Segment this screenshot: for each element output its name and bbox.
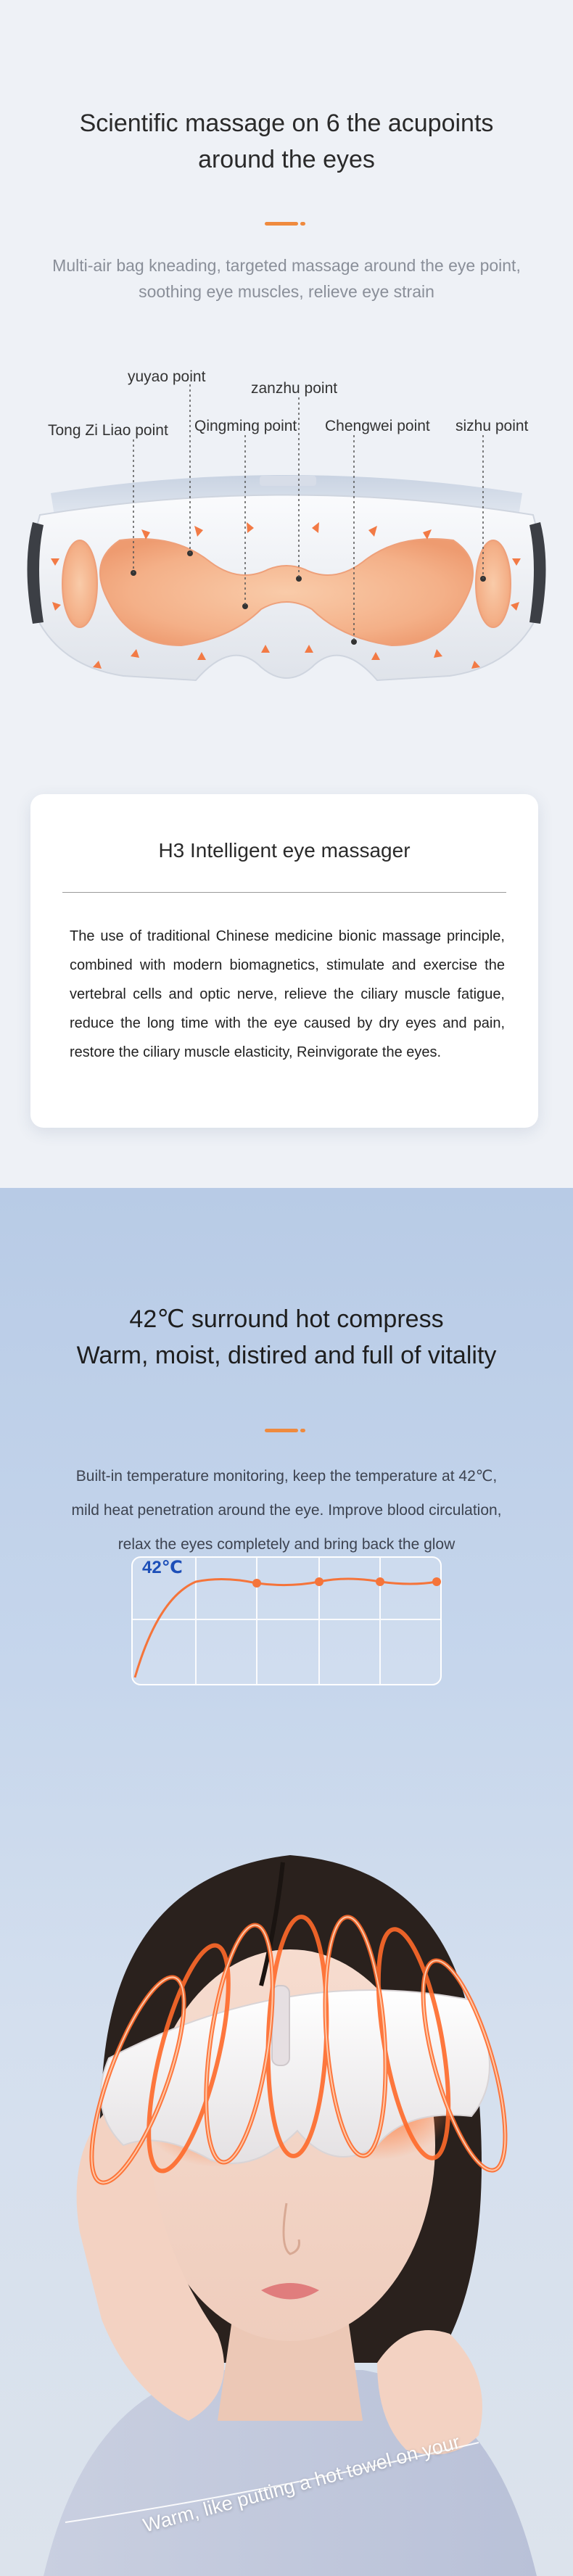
accent-bar-2 [265, 1429, 298, 1432]
section1-title-line2: around the eyes [198, 146, 375, 173]
accent-dot-2 [300, 1429, 305, 1432]
eye-mask-illustration [0, 348, 573, 754]
section2-title-line1: 42℃ surround hot compress [129, 1305, 444, 1333]
label-sizhu-point: sizhu point [455, 418, 529, 434]
temperature-label: 42℃ [142, 1558, 183, 1577]
model-illustration [0, 1768, 573, 2576]
photo-caption: Warm, like putting a hot towel on your [140, 2430, 463, 2537]
label-tongziliao-point: Tong Zi Liao point [48, 422, 168, 439]
model-wearing-massager-image [0, 1768, 573, 2576]
eye-mask-diagram [0, 348, 573, 754]
accent-dot [300, 222, 305, 226]
label-zanzhu-point: zanzhu point [251, 380, 338, 397]
hot-compress-section [0, 1188, 573, 2576]
label-qingming-point: Qingming point [194, 418, 297, 434]
section1-subtitle-line2: soothing eye muscles, relieve eye strain [139, 282, 434, 301]
card-description: The use of traditional Chinese medicine bionic massage principle, combined with modern biomagnetics, stimulate and exercise the vertebral cells and optic nerve, relieve the ciliary muscle fatigue, reduce the long time with the eye caused by dry eyes and pain, restore the ciliary muscle elasticity, Reinvigorate the eyes. [70, 928, 505, 1060]
section2-title-line2: Warm, moist, distired and full of vitality [76, 1342, 497, 1369]
card-divider [62, 892, 506, 893]
label-chengwei-point: Chengwei point [325, 418, 430, 434]
section1-title-line1: Scientific massage on 6 the acupoints [79, 110, 494, 137]
card-title: H3 Intelligent eye massager [158, 839, 411, 862]
temperature-chart [129, 1554, 444, 1688]
acupoints-section [0, 0, 573, 1188]
section2-subtitle-line2: mild heat penetration around the eye. Improve blood circulation, [71, 1502, 502, 1519]
accent-bar [265, 222, 298, 226]
product-info-card [30, 794, 538, 1128]
section2-subtitle-line3: relax the eyes completely and bring back the glow [118, 1536, 455, 1553]
label-yuyao-point: yuyao point [128, 368, 206, 385]
section2-subtitle-line1: Built-in temperature monitoring, keep the temperature at 42℃, [75, 1468, 498, 1485]
section1-subtitle-line1: Multi-air bag kneading, targeted massage around the eye point, [52, 256, 521, 275]
